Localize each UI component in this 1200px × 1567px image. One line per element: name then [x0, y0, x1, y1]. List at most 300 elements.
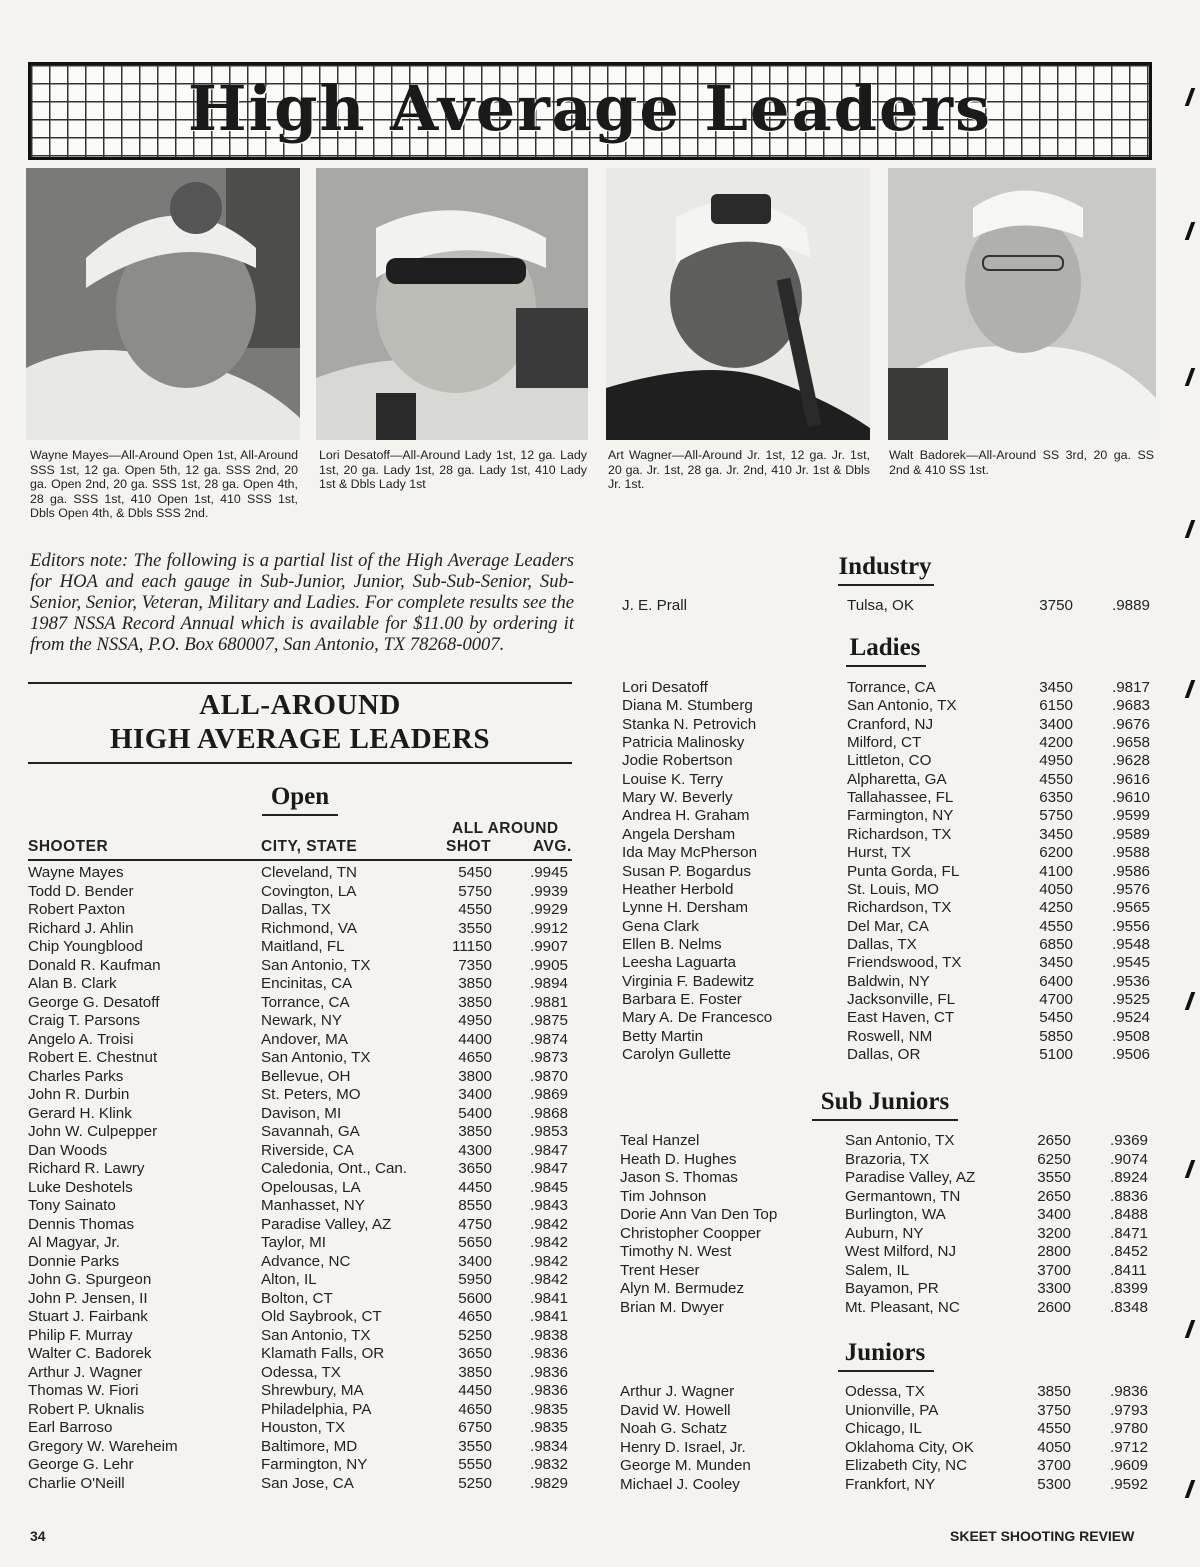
average: .9836 — [530, 1382, 569, 1399]
city-state: Baldwin, NY — [847, 972, 930, 990]
city-state: Milford, CT — [847, 734, 922, 752]
table-row — [0, 1420, 1200, 1438]
shot-count: 4050 — [1039, 880, 1073, 898]
city-state: Richmond, VA — [261, 919, 357, 937]
shooter-name: Betty Martin — [622, 1027, 704, 1045]
shooter-name: Walter C. Badorek — [28, 1345, 152, 1362]
page-number: 34 — [30, 1528, 46, 1544]
shooter-name: Charles Parks — [28, 1067, 124, 1085]
shooter-name: John W. Culpepper — [28, 1123, 158, 1140]
city-state: Salem, IL — [845, 1261, 910, 1279]
table-row — [0, 1028, 1200, 1046]
industry-heading: Industry — [838, 553, 932, 580]
shot-count: 4550 — [458, 901, 492, 918]
city-state: Punta Gorda, FL — [847, 862, 960, 880]
shot-count: 5950 — [458, 1271, 492, 1288]
average: .9841 — [530, 1289, 569, 1307]
average: .8452 — [1110, 1243, 1149, 1260]
average: .9592 — [1110, 1475, 1149, 1493]
average: .9565 — [1112, 899, 1151, 917]
shooter-name: Barbara E. Foster — [622, 990, 742, 1008]
average: .9945 — [530, 864, 569, 881]
table-row — [0, 1009, 1200, 1027]
shooter-name: Gregory W. Wareheim — [28, 1437, 178, 1455]
city-state: Paradise Valley, AZ — [845, 1169, 976, 1186]
col-all-around: ALL AROUND — [452, 820, 559, 837]
table-row — [0, 1299, 1200, 1317]
table-row — [0, 844, 1200, 862]
shooter-name: Richard R. Lawry — [28, 1160, 145, 1177]
city-state: Houston, TX — [261, 1419, 346, 1436]
average: .9610 — [1112, 789, 1151, 807]
average: .9873 — [530, 1049, 569, 1066]
shot-count: 4650 — [458, 1308, 492, 1325]
shooter-name: Luke Deshotels — [28, 1178, 133, 1196]
shot-count: 5250 — [458, 1326, 492, 1344]
city-state: Philadelphia, PA — [261, 1400, 372, 1418]
shooter-name: Andrea H. Graham — [622, 807, 750, 825]
shooter-name: Trent Heser — [620, 1261, 700, 1279]
average: .9847 — [530, 1160, 569, 1177]
city-state: Littleton, CO — [847, 752, 932, 770]
city-state: San Jose, CA — [261, 1474, 354, 1492]
shot-count: 5750 — [458, 882, 492, 900]
photo-art-wagner — [606, 168, 870, 440]
average: .9658 — [1112, 734, 1151, 752]
city-state: Frankfort, NY — [845, 1475, 936, 1493]
city-state: Brazoria, TX — [845, 1150, 930, 1168]
scan-mark — [1185, 88, 1196, 106]
shooter-name: Mary W. Beverly — [622, 789, 733, 807]
city-state: Alton, IL — [261, 1271, 317, 1288]
average: .9869 — [530, 1086, 569, 1103]
city-state: Oklahoma City, OK — [845, 1438, 974, 1456]
ladies-heading-underline — [846, 665, 926, 667]
average: .8471 — [1110, 1224, 1149, 1242]
city-state: Bayamon, PR — [845, 1280, 939, 1297]
shot-count: 3850 — [458, 975, 492, 992]
shot-count: 4200 — [1039, 734, 1073, 752]
average: .9525 — [1112, 990, 1151, 1008]
table-row — [0, 716, 1200, 734]
average: .9870 — [530, 1067, 569, 1085]
average: .9628 — [1112, 752, 1151, 770]
average: .9835 — [530, 1400, 569, 1418]
average: .9586 — [1112, 862, 1151, 880]
table-row — [0, 679, 1200, 697]
shot-count: 6150 — [1039, 697, 1073, 715]
average: .9875 — [530, 1012, 569, 1029]
average: .9712 — [1110, 1438, 1149, 1456]
shot-count: 4550 — [1039, 770, 1073, 788]
publication-name: SKEET SHOOTING REVIEW — [950, 1528, 1135, 1544]
shooter-name: Susan P. Bogardus — [622, 862, 751, 880]
shot-count: 5600 — [458, 1289, 492, 1307]
shooter-name: Diana M. Stumberg — [622, 697, 753, 715]
table-row — [0, 826, 1200, 844]
city-state: Caledonia, Ont., Can. — [261, 1160, 408, 1177]
shot-count: 2650 — [1037, 1187, 1071, 1205]
average: .9841 — [530, 1308, 569, 1325]
shooter-name: Wayne Mayes — [28, 864, 124, 881]
city-state: San Antonio, TX — [847, 697, 957, 715]
table-row — [0, 1439, 1200, 1457]
table-row — [0, 1225, 1200, 1243]
city-state: Davison, MI — [261, 1104, 342, 1122]
photo-caption-3: Art Wagner—All-Around Jr. 1st, 12 ga. Jr. 1st, 20 ga. Jr. 1st, 28 ga. Jr. 2nd, 410 Jr. 1st & Dbls Jr. 1st. — [608, 448, 870, 491]
table-row — [0, 1151, 1200, 1169]
city-state: Torrance, CA — [847, 679, 936, 696]
city-state: Opelousas, LA — [261, 1178, 361, 1196]
city-state: Hurst, TX — [847, 844, 911, 862]
average: .9832 — [530, 1456, 569, 1473]
shooter-name: Teal Hanzel — [620, 1132, 700, 1149]
shot-count: 3750 — [1037, 1401, 1071, 1419]
shooter-name: Arthur J. Wagner — [28, 1363, 143, 1381]
city-state: Encinitas, CA — [261, 975, 353, 992]
table-row — [0, 1169, 1200, 1187]
shooter-name: Angelo A. Troisi — [28, 1030, 134, 1048]
shooter-name: Chip Youngblood — [28, 938, 143, 955]
col-avg: AVG. — [533, 838, 572, 855]
shooter-name: Al Magyar, Jr. — [28, 1234, 120, 1251]
average: .8488 — [1110, 1206, 1149, 1223]
shot-count: 4650 — [458, 1400, 492, 1418]
city-state: Richardson, TX — [847, 899, 952, 917]
shooter-name: Craig T. Parsons — [28, 1012, 140, 1029]
shot-count: 3400 — [458, 1086, 492, 1103]
shooter-name: Donnie Parks — [28, 1252, 120, 1270]
city-state: Taylor, MI — [261, 1234, 326, 1251]
col-shot: SHOT — [446, 838, 492, 855]
shooter-name: Lori Desatoff — [622, 679, 708, 696]
shot-count: 3850 — [458, 1123, 492, 1140]
shooter-name: Robert P. Uknalis — [28, 1400, 145, 1418]
shooter-name: Ida May McPherson — [622, 844, 758, 862]
shot-count: 6850 — [1039, 935, 1073, 953]
average: .9817 — [1112, 679, 1151, 696]
city-state: East Haven, CT — [847, 1009, 955, 1027]
shooter-name: Noah G. Schatz — [620, 1420, 728, 1437]
average: .9589 — [1112, 825, 1151, 843]
title-banner — [28, 62, 1152, 160]
city-state: Tallahassee, FL — [847, 789, 954, 807]
average: .9508 — [1112, 1027, 1151, 1045]
shot-count: 4450 — [458, 1382, 492, 1399]
shooter-name: Dorie Ann Van Den Top — [620, 1206, 778, 1223]
shooter-name: George G. Desatoff — [28, 993, 160, 1011]
shot-count: 6350 — [1039, 789, 1073, 807]
table-row — [0, 1068, 1200, 1086]
shot-count: 3550 — [458, 919, 492, 937]
table-row — [0, 1402, 1200, 1420]
shot-count: 5450 — [458, 864, 492, 881]
average: .9836 — [1110, 1383, 1149, 1400]
shooter-name: Louise K. Terry — [622, 770, 724, 788]
average: .9576 — [1112, 880, 1151, 898]
shooter-name: Dennis Thomas — [28, 1215, 135, 1233]
city-state: Shrewbury, MA — [261, 1382, 364, 1399]
open-heading: Open — [270, 783, 330, 810]
ladies-heading: Ladies — [849, 634, 921, 661]
average: .9829 — [530, 1474, 569, 1492]
scan-mark — [1185, 520, 1196, 538]
shooter-name: Angela Dersham — [622, 825, 736, 843]
average: .9536 — [1112, 972, 1151, 990]
shooter-name: Timothy N. West — [620, 1243, 732, 1260]
average: .9834 — [530, 1437, 569, 1455]
shot-count: 3450 — [1039, 954, 1073, 972]
shot-count: 5850 — [1039, 1027, 1073, 1045]
shot-count: 8550 — [458, 1197, 492, 1214]
table-row — [0, 1383, 1200, 1401]
table-row — [0, 597, 1200, 615]
city-state: San Antonio, TX — [261, 1049, 371, 1066]
average: .9894 — [530, 975, 569, 992]
average: .9847 — [530, 1141, 569, 1159]
city-state: Mt. Pleasant, NC — [845, 1298, 960, 1316]
table-row — [0, 734, 1200, 752]
shot-count: 3700 — [1037, 1261, 1071, 1279]
shooter-name: George G. Lehr — [28, 1456, 134, 1473]
photo-wayne-mayes — [26, 168, 300, 440]
average: .9793 — [1110, 1401, 1149, 1419]
shot-count: 11150 — [452, 938, 492, 955]
shot-count: 3550 — [458, 1437, 492, 1455]
shooter-name: George M. Munden — [620, 1457, 751, 1474]
average: .9929 — [530, 901, 569, 918]
shooter-name: Mary A. De Francesco — [622, 1009, 773, 1027]
page-title: High Average Leaders — [187, 72, 992, 145]
table-row — [0, 936, 1200, 954]
industry-heading-underline — [838, 584, 934, 586]
shot-count: 4450 — [458, 1178, 492, 1196]
average: .8348 — [1110, 1298, 1149, 1316]
city-state: Baltimore, MD — [261, 1437, 358, 1455]
shot-count: 3850 — [458, 1363, 492, 1381]
table-row — [0, 954, 1200, 972]
shooter-name: Christopher Coopper — [620, 1224, 761, 1242]
shooter-name: Michael J. Cooley — [620, 1475, 740, 1493]
table-row — [0, 863, 1200, 881]
shooter-name: John P. Jensen, II — [28, 1289, 148, 1307]
city-state: Newark, NY — [261, 1012, 343, 1029]
col-city-state: CITY, STATE — [261, 838, 358, 855]
shooter-name: Stuart J. Fairbank — [28, 1308, 148, 1325]
average: .9939 — [530, 882, 569, 900]
shot-count: 5100 — [1039, 1046, 1073, 1063]
average: .9369 — [1110, 1132, 1149, 1149]
city-state: Covington, LA — [261, 882, 357, 900]
city-state: Auburn, NY — [845, 1224, 924, 1242]
shot-count: 3800 — [458, 1067, 492, 1085]
photo-caption-1: Wayne Mayes—All-Around Open 1st, All-Around SSS 1st, 12 ga. Open 5th, 12 ga. SSS 2nd, 20 ga. Open 2nd, 20 ga. SSS 1st, 28 ga. Open 4th, 28 ga. SSS 1st, 410 Open 1st, 410 SSS 1st, Dbls Open 4th, & Dbls SSS 2nd. — [30, 448, 298, 520]
table-row — [0, 1188, 1200, 1206]
table-row — [0, 1364, 1200, 1382]
table-row — [0, 881, 1200, 899]
editors-note: Editors note: The following is a partial list of the High Average Leaders for HOA and each gauge in Sub-Junior, Junior, Sub-Sub-Senior, Sub-Senior, Senior, Veteran, Military and Ladies. For complete results see the 1987 NSSA Record Annual which is available for $11.00 by ordering it from the NSSA, P.O. Box 680007, San Antonio, TX 78268-0007. — [30, 550, 574, 655]
average: .9588 — [1112, 844, 1151, 862]
juniors-heading-underline — [838, 1370, 934, 1372]
shot-count: 3200 — [1037, 1224, 1071, 1242]
shot-count: 3850 — [458, 993, 492, 1011]
average: .9843 — [530, 1197, 569, 1214]
city-state: Roswell, NM — [847, 1027, 933, 1045]
table-row — [0, 807, 1200, 825]
city-state: Dallas, TX — [261, 901, 331, 918]
average: .9842 — [530, 1271, 569, 1288]
average: .9842 — [530, 1215, 569, 1233]
shot-count: 4400 — [458, 1030, 492, 1048]
shooter-name: Richard J. Ahlin — [28, 919, 134, 937]
city-state: Jacksonville, FL — [847, 990, 956, 1008]
shooter-name: Ellen B. Nelms — [622, 935, 722, 953]
shooter-name: Heather Herbold — [622, 880, 734, 898]
average: .9842 — [530, 1234, 569, 1251]
city-state: West Milford, NJ — [845, 1243, 957, 1260]
shot-count: 3400 — [1037, 1206, 1071, 1223]
city-state: Germantown, TN — [845, 1187, 961, 1205]
table-row — [0, 918, 1200, 936]
city-state: Odessa, TX — [261, 1363, 341, 1381]
shot-count: 4750 — [458, 1215, 492, 1233]
shooter-name: Thomas W. Fiori — [28, 1382, 139, 1399]
table-row — [0, 1086, 1200, 1104]
city-state: Andover, MA — [261, 1030, 348, 1048]
shooter-name: Dan Woods — [28, 1141, 108, 1159]
average: .9556 — [1112, 917, 1151, 935]
shot-count: 5550 — [458, 1456, 492, 1473]
city-state: Unionville, PA — [845, 1401, 939, 1419]
shot-count: 3650 — [458, 1345, 492, 1362]
shot-count: 4550 — [1037, 1420, 1071, 1437]
photo-walt-badorek — [888, 168, 1156, 440]
average: .9905 — [530, 956, 569, 974]
shot-count: 6400 — [1039, 972, 1073, 990]
city-state: Del Mar, CA — [847, 917, 929, 935]
shot-count: 4050 — [1037, 1438, 1071, 1456]
table-row — [0, 1206, 1200, 1224]
shot-count: 5450 — [1039, 1009, 1073, 1027]
table-row — [0, 771, 1200, 789]
city-state: Richardson, TX — [847, 825, 952, 843]
city-state: Bellevue, OH — [261, 1067, 351, 1085]
table-row — [0, 1327, 1200, 1345]
city-state: San Antonio, TX — [845, 1132, 955, 1149]
shot-count: 5750 — [1039, 807, 1073, 825]
shooter-name: Patricia Malinosky — [622, 734, 745, 752]
city-state: Burlington, WA — [845, 1206, 946, 1223]
photo-caption-2: Lori Desatoff—All-Around Lady 1st, 12 ga. Lady 1st, 20 ga. Lady 1st, 28 ga. Lady 1st, 410 Lady 1st & Dbls Lady 1st — [319, 448, 587, 491]
shooter-name: Alan B. Clark — [28, 975, 117, 992]
shooter-name: Arthur J. Wagner — [620, 1383, 735, 1400]
average: .9868 — [530, 1104, 569, 1122]
shooter-name: Earl Barroso — [28, 1419, 113, 1436]
shot-count: 3750 — [1039, 597, 1073, 614]
shooter-name: Stanka N. Petrovich — [622, 715, 757, 733]
average: .9545 — [1112, 954, 1151, 972]
shooter-name: David W. Howell — [620, 1401, 731, 1419]
shot-count: 6750 — [458, 1419, 492, 1436]
city-state: Odessa, TX — [845, 1383, 925, 1400]
average: .9835 — [530, 1419, 569, 1436]
shot-count: 5300 — [1037, 1475, 1071, 1493]
shot-count: 6250 — [1037, 1150, 1071, 1168]
shot-count: 6200 — [1039, 844, 1073, 862]
city-state: Cranford, NJ — [847, 715, 934, 733]
city-state: Savannah, GA — [261, 1123, 360, 1140]
average: .9838 — [530, 1326, 569, 1344]
shooter-name: Heath D. Hughes — [620, 1150, 737, 1168]
shot-count: 3400 — [458, 1252, 492, 1270]
average: .9609 — [1110, 1457, 1149, 1474]
average: .9889 — [1112, 597, 1151, 614]
average: .9874 — [530, 1030, 569, 1048]
city-state: San Antonio, TX — [261, 1326, 371, 1344]
table-row — [0, 697, 1200, 715]
average: .8836 — [1110, 1187, 1149, 1205]
average: .8411 — [1110, 1261, 1147, 1279]
city-state: St. Louis, MO — [847, 880, 940, 898]
average: .9676 — [1112, 715, 1151, 733]
city-state: Dallas, TX — [847, 935, 917, 953]
shooter-name: J. E. Prall — [622, 597, 687, 614]
scan-mark — [1185, 222, 1196, 240]
average: .9683 — [1112, 697, 1151, 715]
average: .9548 — [1112, 935, 1151, 953]
city-state: Tulsa, OK — [847, 597, 914, 614]
sub-juniors-heading: Sub Juniors — [820, 1088, 950, 1115]
shooter-name: Brian M. Dwyer — [620, 1298, 724, 1316]
shooter-name: Jodie Robertson — [622, 752, 733, 770]
city-state: Torrance, CA — [261, 993, 350, 1011]
photo-caption-4: Walt Badorek—All-Around SS 3rd, 20 ga. SS 2nd & 410 SS 1st. — [889, 448, 1154, 477]
shot-count: 4550 — [1039, 917, 1073, 935]
shot-count: 5400 — [458, 1104, 492, 1122]
shot-count: 2800 — [1037, 1243, 1071, 1260]
shot-count: 2600 — [1037, 1298, 1071, 1316]
shot-count: 3450 — [1039, 679, 1073, 696]
city-state: Advance, NC — [261, 1252, 351, 1270]
shooter-name: Virginia F. Badewitz — [622, 972, 755, 990]
shooter-name: Tony Sainato — [28, 1197, 116, 1214]
average: .8924 — [1110, 1169, 1149, 1186]
table-row — [0, 1262, 1200, 1280]
city-state: Cleveland, TN — [261, 864, 357, 881]
shooter-name: Charlie O'Neill — [28, 1474, 125, 1492]
photo-lori-desatoff — [316, 168, 588, 440]
city-state: Dallas, OR — [847, 1046, 921, 1063]
shot-count: 3700 — [1037, 1457, 1071, 1474]
sub-juniors-heading-underline — [812, 1119, 958, 1121]
shooter-name: Todd D. Bender — [28, 882, 134, 900]
average: .9506 — [1112, 1046, 1151, 1063]
shot-count: 4650 — [458, 1049, 492, 1066]
city-state: St. Peters, MO — [261, 1086, 361, 1103]
city-state: Riverside, CA — [261, 1141, 354, 1159]
juniors-heading: Juniors — [844, 1339, 926, 1366]
city-state: Friendswood, TX — [847, 954, 962, 972]
table-row — [0, 1345, 1200, 1363]
section-title-line-2: HIGH AVERAGE LEADERS — [109, 723, 491, 755]
shot-count: 3850 — [1037, 1383, 1071, 1400]
shot-count: 4700 — [1039, 990, 1073, 1008]
shooter-name: Gena Clark — [622, 917, 699, 935]
shooter-name: John R. Durbin — [28, 1086, 130, 1103]
table-row — [0, 1046, 1200, 1064]
table-row — [0, 1280, 1200, 1298]
shot-count: 4950 — [1039, 752, 1073, 770]
